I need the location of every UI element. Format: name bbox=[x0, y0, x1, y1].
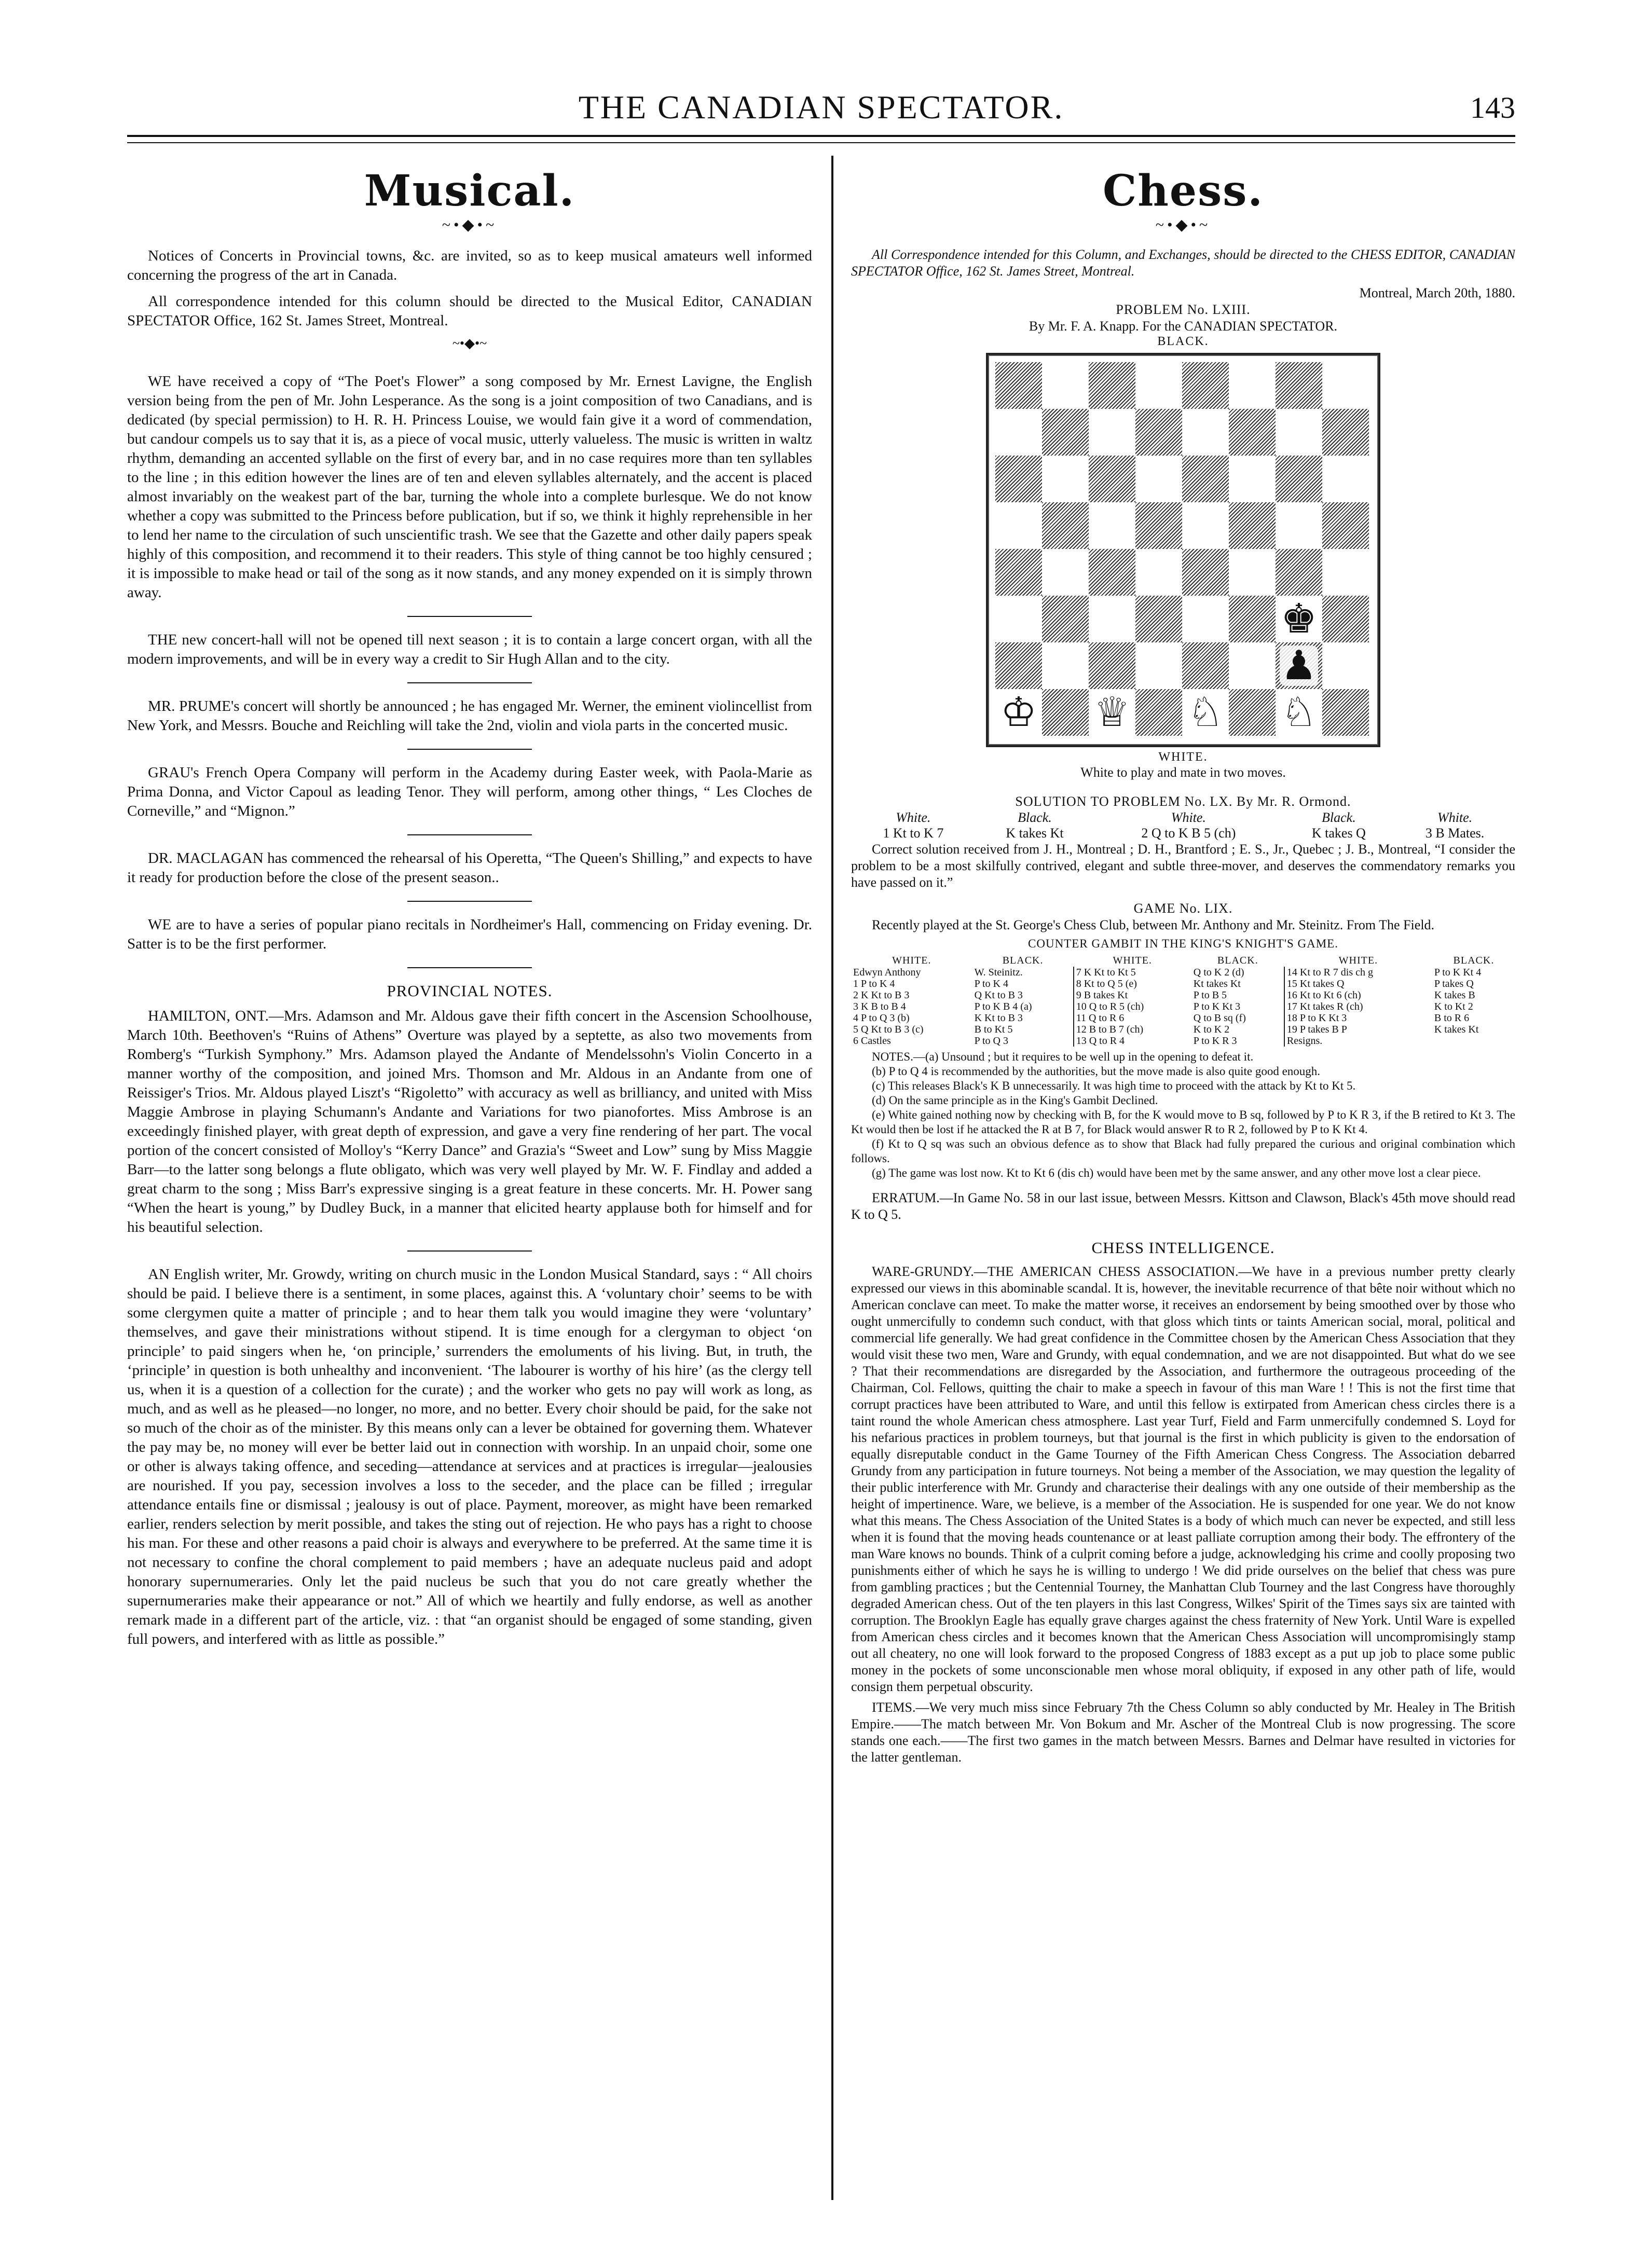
board-square bbox=[1276, 642, 1322, 689]
board-square bbox=[1229, 549, 1276, 596]
game-note: (f) Kt to Q sq was such an obvious defence as to show that Black had fully prepared the curious and original combination which follows. bbox=[851, 1137, 1515, 1165]
musical-intro-1: Notices of Concerts in Provincial towns, &c. are invited, so as to keep musical amateurs well informed concerning the progress of the art in Canada. bbox=[127, 248, 812, 283]
article-grau: GRAU's French Opera Company will perform in the Academy during Easter week, with Paola-Marie as Prima Donna, and Victor Capoul as leading Tenor. They will perform, among other things, “ Les Cloches de Corneville,” and “Mignon.” bbox=[127, 764, 812, 819]
board-square bbox=[1042, 502, 1089, 549]
separator-ornament: ~•◆•~ bbox=[452, 336, 487, 351]
game-subtitle: COUNTER GAMBIT IN THE KING'S KNIGHT'S GAME. bbox=[1028, 937, 1338, 950]
board-square bbox=[1042, 642, 1089, 689]
board-square bbox=[995, 689, 1042, 736]
board-square bbox=[1042, 689, 1089, 736]
solution-header: Black. bbox=[1018, 810, 1052, 825]
game-move: 19 P takes B P bbox=[1286, 1024, 1347, 1035]
chess-piece: ♔ bbox=[1000, 690, 1037, 735]
game-row bbox=[851, 967, 1515, 978]
board-square bbox=[1276, 409, 1322, 456]
page-number: 143 bbox=[1470, 91, 1515, 125]
solution-move: K takes Kt bbox=[1006, 826, 1064, 841]
game-move bbox=[1432, 1035, 1515, 1047]
game-header: BLACK. bbox=[1002, 955, 1044, 966]
board-square bbox=[1229, 456, 1276, 502]
chess-piece: ♘ bbox=[1281, 690, 1317, 735]
board-square bbox=[1229, 596, 1276, 642]
chess-piece: ♕ bbox=[1094, 690, 1130, 735]
separator-rule bbox=[407, 834, 532, 835]
board-square bbox=[1322, 642, 1369, 689]
game-move: P to K Kt 4 bbox=[1434, 967, 1482, 978]
game-move: 9 B takes Kt bbox=[1076, 989, 1128, 1001]
solution-note: Correct solution received from J. H., Montreal ; D. H., Brantford ; E. S., Jr., Quebec ; J. B., Montreal, “I consider the problem to be a most skilfully contrived, elegant and subtle three-mover, and deserves the commendatory remarks you have passed on it.” bbox=[851, 842, 1515, 890]
chess-board bbox=[986, 353, 1380, 747]
board-square bbox=[1135, 689, 1182, 736]
heading-ornament: ~•◆•~ bbox=[1155, 216, 1211, 233]
article-ware-grundy: WARE-GRUNDY.—THE AMERICAN CHESS ASSOCIATION.—We have in a previous number pretty clearly expressed our views in this abominable scandal. It is, however, the inevitable recurrence of that bête noir without which no American conclave can meet. To make the matter worse, it receives an endorsement by being smoothed over by those who ought unmercifully to condemn such conduct, with that gloss which tints or taints American social, moral, political and commercial life generally. We had great confidence in the Committee chosen by the American Chess Association that they would visit these two men, Ware and Grundy, with equal condemnation, and we are not disappointed. But what do we see ? That their recommendations are disregarded by the Association, and furthermore the outrageous proceeding of the Chairman, Col. Fellows, quitting the chair to make a speech in favour of this man Ware ! ! This is not the first time that corrupt practices have been attributed to Ware, and until this fellow is extirpated from American chess circles there is a taint round the whole American chess atmosphere. Last year Turf, Field and Farm unmercifully condemned S. Loyd for his nefarious practices in problem tourneys, but that journal is the first in which publicity is given to the endorsation of equally disreputable conduct in the Game Tourney of the Fifth American Chess Congress. The Association debarred Grundy from any participation in future tourneys. Not being a member of the Association, we may question the legality of their public interference with Mr. Grundy and characterise their dealings with any one outside of their membership as the height of impertinence. Ware, we believe, is a member of the Association. He is suspended for one year. We do not know what this means. The Chess Association of the United States is a body of which much can never be expected, and still less when it is found that the moving heads countenance or at least palliate corruption among their body. The effrontery of the man Ware knows no bounds. Think of a culprit coming before a judge, acknowledging his crime and coolly proposing two punishments either of which he says he is willing to undergo ! We did pride ourselves on the belief that chess was pure from gambling practices ; but the Centennial Tourney, the Manhattan Club Tourney and the last Congress have thoroughly degraded American chess. Out of the ten players in this last Congress, Wilkes' Spirit of the Times says six are tainted with corruption. The Brooklyn Eagle has equally grave charges against the chess fraternity of New York. Until Ware is expelled from American chess circles and it becomes known that the American Chess Association will uncompromisingly stamp out all cheatery, no one will look forward to the proposed Congress of 1883 except as a put up job to place some public money in the pockets of some unconscionable men whose moral obliquity, if exposed in any other path of life, would consign them perpetual obscurity. bbox=[851, 1264, 1515, 1694]
game-move: K Kt to B 3 bbox=[972, 1012, 1074, 1024]
solution-move: 2 Q to K B 5 (ch) bbox=[1141, 826, 1236, 841]
game-intro: Recently played at the St. George's Chess Club, between Mr. Anthony and Mr. Steinitz. From The Field. bbox=[872, 917, 1435, 932]
game-move: W. Steinitz. bbox=[972, 967, 1074, 978]
chess-board-wrap bbox=[983, 353, 1383, 747]
board-square bbox=[1135, 596, 1182, 642]
game-move: Kt takes Kt bbox=[1191, 978, 1284, 989]
game-row bbox=[851, 989, 1515, 1001]
board-square bbox=[995, 409, 1042, 456]
solution-table bbox=[851, 810, 1515, 841]
solution-header: White. bbox=[1171, 810, 1206, 825]
game-move: P to K R 3 bbox=[1191, 1035, 1284, 1047]
board-square bbox=[995, 502, 1042, 549]
board-square bbox=[1229, 689, 1276, 736]
game-header: WHITE. bbox=[1338, 955, 1378, 966]
board-square bbox=[1182, 362, 1229, 409]
game-move: 5 Q Kt to B 3 (c) bbox=[853, 1024, 924, 1035]
problem-author: By Mr. F. A. Knapp. For the CANADIAN SPECTATOR. bbox=[1029, 319, 1338, 334]
board-white-label: WHITE. bbox=[1158, 750, 1208, 764]
separator-rule bbox=[407, 901, 532, 902]
board-square bbox=[1229, 642, 1276, 689]
board-square bbox=[1229, 502, 1276, 549]
board-square bbox=[1135, 549, 1182, 596]
solution-move: 1 Kt to K 7 bbox=[883, 826, 944, 841]
solution-move: 3 B Mates. bbox=[1425, 826, 1485, 841]
game-move: P to K 4 bbox=[972, 978, 1074, 989]
game-move: 17 Kt takes R (ch) bbox=[1286, 1001, 1363, 1012]
board-square bbox=[1042, 362, 1089, 409]
board-square bbox=[1089, 456, 1135, 502]
chess-intelligence-heading: CHESS INTELLIGENCE. bbox=[1091, 1239, 1275, 1257]
board-square bbox=[1089, 549, 1135, 596]
board-square bbox=[1089, 596, 1135, 642]
game-row bbox=[851, 978, 1515, 989]
board-square bbox=[1182, 596, 1229, 642]
board-square bbox=[1089, 689, 1135, 736]
article-items: ITEMS.—We very much miss since February 7th the Chess Column so ably conducted by Mr. Healey in The British Empire.——The match between Mr. Von Bokum and Mr. Ascher of the Montreal Club is now progressing. The score stands one each.——The first two games in the match between Messrs. Barnes and Delmar have resulted in victories for the latter gentleman. bbox=[851, 1700, 1515, 1765]
board-square bbox=[1276, 549, 1322, 596]
separator-rule bbox=[407, 1250, 532, 1252]
article-poets-flower: WE have received a copy of “The Poet's Flower” a song composed by Mr. Ernest Lavigne, the English version being from the pen of Mr. John Lesperance. As the song is a joint composition of two Canadians, and is dedicated (by special permission) to H. R. H. Princess Louise, we would fain give it a word of commendation, but candour compels us to say that it is, as a piece of vocal music, utterly valueless. The music is written in waltz rhythm, demanding an accented syllable on the first of every bar, and in no case requires more than ten syllables to the line ; in this edition however the lines are of ten and eleven syllables alternately, and the accent is placed almost invariably on the weakest part of the bar, turning the whole into a complete burlesque. We do not know whether a copy was submitted to the Princess before publication, but if so, we think it highly reprehensible in her to lend her name to the circulation of such unscientific trash. We see that the Gazette and other daily papers speak highly of this composition, and recommend it to their readers. This style of thing cannot be too highly censured ; it is impossible to make head or tail of the song as it now stands, and any money expended on it is simply thrown away. bbox=[127, 373, 812, 601]
musical-heading: Musical. bbox=[364, 166, 575, 216]
board-square bbox=[1229, 362, 1276, 409]
separator-rule bbox=[407, 616, 532, 617]
game-note: (b) P to Q 4 is recommended by the authorities, but the move made is also quite good enough. bbox=[872, 1065, 1321, 1078]
game-title: GAME No. LIX. bbox=[1133, 901, 1233, 916]
board-black-label: BLACK. bbox=[1157, 335, 1209, 348]
board-square bbox=[995, 642, 1042, 689]
chess-intro: All Correspondence intended for this Column, and Exchanges, should be directed to the CHESS EDITOR, CANADIAN SPECTATOR Office, 162 St. James Street, Montreal. bbox=[851, 247, 1515, 279]
game-header: WHITE. bbox=[1113, 955, 1152, 966]
board-square bbox=[1182, 456, 1229, 502]
newspaper-page bbox=[127, 83, 1515, 2200]
solution-header: White. bbox=[1437, 810, 1473, 825]
game-move: Q Kt to B 3 bbox=[972, 989, 1074, 1001]
game-move: 16 Kt to Kt 6 (ch) bbox=[1286, 989, 1361, 1001]
game-move: 15 Kt takes Q bbox=[1286, 978, 1345, 989]
solution-title: SOLUTION TO PROBLEM No. LX. By Mr. R. Ormond. bbox=[1015, 794, 1351, 809]
masthead bbox=[127, 83, 1515, 140]
board-square bbox=[1276, 502, 1322, 549]
chess-piece: ♘ bbox=[1187, 690, 1224, 735]
game-move: Edwyn Anthony bbox=[853, 967, 921, 978]
game-move: 1 P to K 4 bbox=[853, 978, 895, 989]
board-square bbox=[1322, 409, 1369, 456]
board-square bbox=[1322, 689, 1369, 736]
board-square bbox=[1276, 456, 1322, 502]
solution-header: White. bbox=[896, 810, 931, 825]
board-square bbox=[1135, 456, 1182, 502]
game-header: BLACK. bbox=[1217, 955, 1258, 966]
separator-rule bbox=[407, 749, 532, 750]
game-note: (e) White gained nothing now by checking with B, for the K would move to B sq, followed by P to K R 3, if the B retired to Kt 3. The Kt would then be lost if he attacked the R at B 7, for Black would answer R to R 2, followed by P to K Kt 4. bbox=[851, 1108, 1515, 1136]
game-move: 14 Kt to R 7 dis ch g bbox=[1286, 967, 1374, 978]
game-score-table bbox=[851, 954, 1515, 1047]
masthead-title: THE CANADIAN SPECTATOR. bbox=[578, 89, 1064, 126]
board-square bbox=[1322, 502, 1369, 549]
article-growdy: AN English writer, Mr. Growdy, writing on church music in the London Musical Standard, says : “ All choirs should be paid. I believe there is a sentiment, in some places, against this. A ‘voluntary choir’ seems to be with some clergymen quite a matter of principle ; and to hear them talk you would imagine they were ‘voluntary’ themselves, and gave their ministrations without stipend. It is time enough for a clergyman to object ‘on principle’ to paid singers when he, ‘on principle,’ surrenders the emoluments of his living. But, in truth, the ‘principle’ in question is both unhealthy and inconvenient. ‘The labourer is worthy of his hire’ (as the clergy tell us, when it is a question of a collection for the curate) ; and the worker who gets no pay will work as long, as much, and as well as he pleased—no longer, no more, and no better. Every choir should be paid, for the sake not so much of the choir as of the minister. By this means only can a lever be obtained for governing them. Whatever the pay may be, no money will ever be better laid out in connection with worship. In an unpaid choir, some one or other is always taking offence, and seceding—attendance at services and at practices is irregular—jealousies are nourished. If you pay, secession involves a loss to the seceder, and the place can be filled ; irregular attendance entails fine or dismissal ; jealousy is out of place. Payment, moreover, as might have been remarked earlier, renders selection by merit possible, and takes the sting out of rejection. He who pays has a right to choose his man. For these and other reasons a paid choir is always and everywhere to be preferred. At the same time it is not necessary to confine the choral complement to paid members ; have an adequate nucleus paid and adopt honorary supernumeraries. Only let the paid nucleus be such that you do not care greatly whether the supernumeraries make their appearance or not.” All of which we heartily and fully endorse, as well as another remark made in a different part of the article, viz. : that “an organist should be engaged of some standing, given full powers, and interfered with as little as possible.” bbox=[127, 1266, 812, 1647]
article-recitals: WE are to have a series of popular piano recitals in Nordheimer's Hall, commencing on Friday evening. Dr. Satter is to be the first performer. bbox=[127, 916, 812, 952]
board-square bbox=[1135, 362, 1182, 409]
game-move: Q to K 2 (d) bbox=[1191, 967, 1284, 978]
problem-title: PROBLEM No. LXIII. bbox=[1116, 302, 1251, 317]
game-note: (g) The game was lost now. Kt to Kt 6 (dis ch) would have been met by the same answer, and any other move lost a clear piece. bbox=[872, 1166, 1481, 1179]
musical-intro-2: All correspondence intended for this column should be directed to the Musical Editor, CANADIAN SPECTATOR Office, 162 St. James Street, Montreal. bbox=[127, 293, 812, 329]
game-row bbox=[851, 1035, 1515, 1047]
board-square bbox=[1135, 642, 1182, 689]
board-square bbox=[1182, 689, 1229, 736]
masthead-rule bbox=[127, 135, 1515, 143]
chess-dateline: Montreal, March 20th, 1880. bbox=[1359, 285, 1515, 300]
board-square bbox=[1135, 409, 1182, 456]
game-move: 2 K Kt to B 3 bbox=[853, 989, 910, 1001]
board-square bbox=[1276, 362, 1322, 409]
board-square bbox=[1182, 642, 1229, 689]
game-note: (d) On the same principle as in the King's Gambit Declined. bbox=[872, 1094, 1158, 1107]
game-row bbox=[851, 1024, 1515, 1035]
article-prume: MR. PRUME's concert will shortly be announced ; he has engaged Mr. Werner, the eminent violincellist from New York, and Messrs. Bouche and Reichling will take the 2nd, violin and viola parts in the concerted music. bbox=[127, 698, 812, 734]
board-square bbox=[995, 549, 1042, 596]
board-square bbox=[1042, 549, 1089, 596]
game-note: NOTES.—(a) Unsound ; but it requires to be well up in the opening to defeat it. bbox=[872, 1050, 1254, 1063]
game-move: 7 K Kt to Kt 5 bbox=[1076, 967, 1136, 978]
problem-task: White to play and mate in two moves. bbox=[1080, 765, 1286, 780]
game-row bbox=[851, 1012, 1515, 1024]
article-hamilton: HAMILTON, ONT.—Mrs. Adamson and Mr. Aldous gave their fifth concert in the Ascension Schoolhouse, March 10th. Beethoven's “Ruins of Athens” Overture was played by a septette, as also two movements from Romberg's “Turkish Symphony.” Mrs. Adamson played the Andante of Mendelssohn's Violin Concerto in a manner worthy of the composition, and joined Mrs. Thomson and Mr. Aldous in an Andante from one of Reissiger's Trios. Mr. Aldous played Liszt's “Rigoletto” with accuracy as well as brilliancy, and united with Miss Maggie Ambrose in playing Schumann's Andante and Variations for two pianofortes. Miss Ambrose is an exceedingly finished player, with great depth of expression, and gave a very fine rendering of her part. The vocal portion of the concert consisted of Molloy's “Kerry Dance” and Grazia's “Sweet and Low” sung by Miss Maggie Barr—to the latter song belongs a flute obligato, which was very well played by Mr. W. F. Findlay and added a great charm to the song ; Miss Barr's expressive singing is a great feature in these concerts. Mr. H. Power sang “When the heart is young,” by Dudley Buck, in a manner that elicited hearty applause both for himself and for his beautiful selection. bbox=[127, 1008, 812, 1235]
game-header: WHITE. bbox=[892, 955, 931, 966]
game-row bbox=[851, 1001, 1515, 1012]
musical-column bbox=[127, 156, 812, 2200]
chess-column bbox=[851, 156, 1515, 2200]
game-move: 12 B to B 7 (ch) bbox=[1076, 1024, 1144, 1035]
game-move: 6 Castles bbox=[853, 1035, 891, 1047]
board-square bbox=[1322, 596, 1369, 642]
game-move: K to Kt 2 bbox=[1434, 1001, 1473, 1012]
article-concert-hall: THE new concert-hall will not be opened till next season ; it is to contain a large concert organ, with all the modern improvements, and will be in every way a credit to Sir Hugh Allan and to the city. bbox=[127, 631, 812, 667]
chess-heading: Chess. bbox=[1103, 166, 1264, 216]
board-square bbox=[1042, 409, 1089, 456]
game-move: K takes B bbox=[1434, 989, 1475, 1001]
game-move: K takes Kt bbox=[1434, 1024, 1479, 1035]
chess-board-grid bbox=[995, 362, 1369, 736]
game-move: B to Kt 5 bbox=[972, 1024, 1074, 1035]
solution-move: K takes Q bbox=[1311, 826, 1366, 841]
board-square bbox=[1182, 409, 1229, 456]
board-square bbox=[1276, 596, 1322, 642]
game-move: 11 Q to R 6 bbox=[1076, 1012, 1125, 1024]
column-divider bbox=[831, 156, 833, 2200]
game-move: B to R 6 bbox=[1434, 1012, 1470, 1024]
erratum: ERRATUM.—In Game No. 58 in our last issue, between Messrs. Kittson and Clawson, Black's 45th move should read K to Q 5. bbox=[851, 1190, 1515, 1222]
board-square bbox=[1042, 456, 1089, 502]
game-move: K to K 2 bbox=[1191, 1024, 1284, 1035]
board-square bbox=[1322, 362, 1369, 409]
board-square bbox=[1322, 549, 1369, 596]
board-square bbox=[995, 362, 1042, 409]
game-move: 8 Kt to Q 5 (e) bbox=[1076, 978, 1137, 989]
separator-rule bbox=[407, 967, 532, 968]
game-move: P to K Kt 3 bbox=[1191, 1001, 1284, 1012]
game-header: BLACK. bbox=[1453, 955, 1495, 966]
board-square bbox=[1089, 362, 1135, 409]
heading-ornament: ~•◆•~ bbox=[442, 216, 498, 233]
board-square bbox=[1135, 502, 1182, 549]
game-move: P to Q 3 bbox=[972, 1035, 1074, 1047]
board-square bbox=[1089, 502, 1135, 549]
game-move: P to K B 4 (a) bbox=[972, 1001, 1074, 1012]
game-move: 3 K B to B 4 bbox=[853, 1001, 906, 1012]
game-notes bbox=[851, 1050, 1515, 1180]
game-move: Resigns. bbox=[1286, 1035, 1323, 1047]
board-square bbox=[1089, 409, 1135, 456]
game-move: 13 Q to R 4 bbox=[1076, 1035, 1125, 1047]
game-note: (c) This releases Black's K B unnecessarily. It was high time to proceed with the attack by Kt to Kt 5. bbox=[872, 1079, 1356, 1092]
game-move: Q to B sq (f) bbox=[1191, 1012, 1284, 1024]
board-square bbox=[1182, 502, 1229, 549]
board-square bbox=[1276, 689, 1322, 736]
board-square bbox=[1089, 642, 1135, 689]
provincial-notes-heading: PROVINCIAL NOTES. bbox=[387, 982, 553, 1000]
game-move: P takes Q bbox=[1434, 978, 1474, 989]
solution-header: Black. bbox=[1322, 810, 1356, 825]
game-move: P to B 5 bbox=[1191, 989, 1284, 1001]
board-square bbox=[1322, 456, 1369, 502]
separator-rule bbox=[407, 682, 532, 683]
game-move: 10 Q to R 5 (ch) bbox=[1076, 1001, 1144, 1012]
board-square bbox=[995, 596, 1042, 642]
columns bbox=[127, 156, 1515, 2200]
board-square bbox=[1182, 549, 1229, 596]
chess-piece: ♚ bbox=[1281, 596, 1317, 641]
game-move: 4 P to Q 3 (b) bbox=[853, 1012, 910, 1024]
article-maclagan: DR. MACLAGAN has commenced the rehearsal of his Operetta, “The Queen's Shilling,” and expects to have it ready for production before the close of the present season.. bbox=[127, 850, 812, 886]
chess-piece: ♟ bbox=[1281, 643, 1317, 688]
board-square bbox=[1229, 409, 1276, 456]
board-square bbox=[995, 456, 1042, 502]
game-move: 18 P to K Kt 3 bbox=[1286, 1012, 1347, 1024]
board-square bbox=[1042, 596, 1089, 642]
